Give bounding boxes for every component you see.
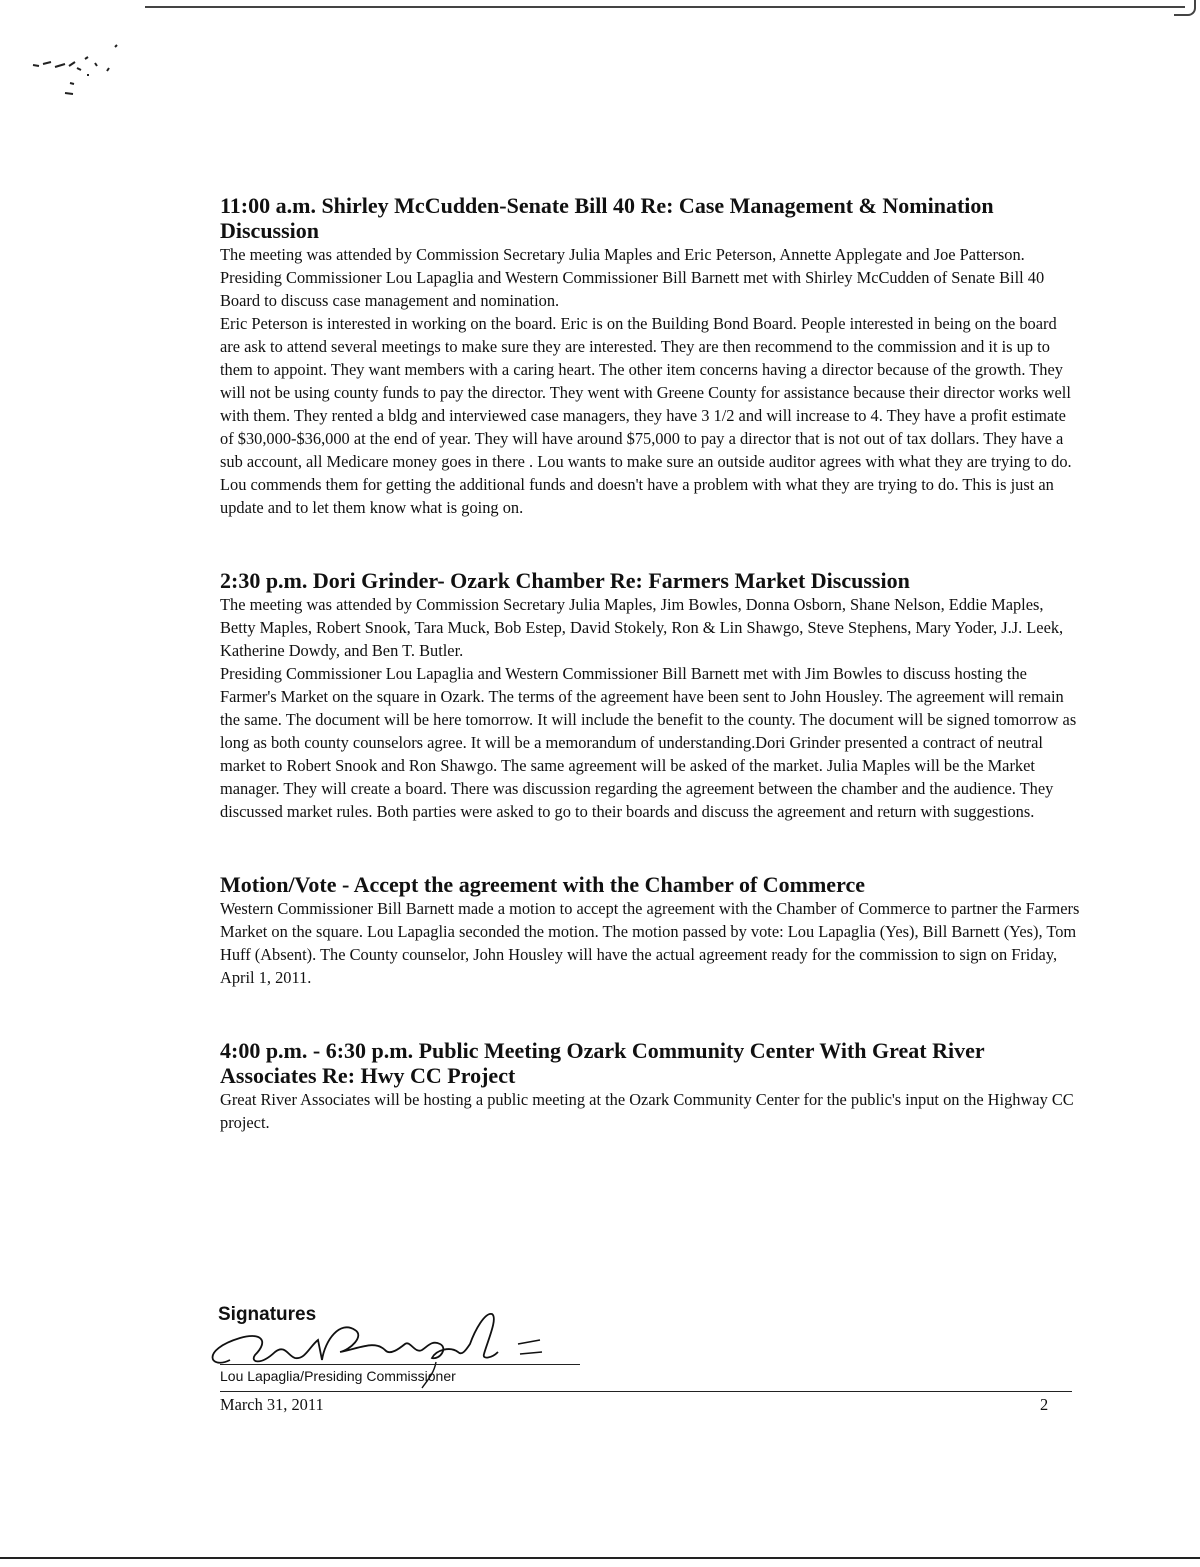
signature-block — [200, 1300, 1080, 1390]
scan-bottom-edge — [0, 1557, 1200, 1559]
agenda-heading: 11:00 a.m. Shirley McCudden-Senate Bill 40 Re: Case Management & Nomination Discussion — [220, 193, 994, 243]
discussion-paragraph: Presiding Commissioner Lou Lapaglia and Western Commissioner Bill Barnett met with Jim Bowles to discuss hosting the Farmer's Market on the square in Ozark. The terms of the agreement have been sent to John Housley. The agreement will remain the same. The document will be here tomorrow. It will include the benefit to the county. The document will be signed tomorrow as long as both county counselors agree. It will be a memorandum of understanding.Dori Grinder presented a contract of neutral market to Robert Snook and Ron Shawgo. The same agreement will be asked of the market. Julia Maples will be the Market manager. They will create a board. There was discussion regarding the agreement between the chamber and the audience. They discussed market rules. Both parties were asked to go to their boards and discuss the agreement and return with suggestions. — [220, 664, 1077, 821]
page-number: 2 — [1040, 1395, 1049, 1414]
footer-date: March 31, 2011 — [220, 1395, 324, 1414]
agenda-item-public-meeting — [220, 1038, 1080, 1134]
public-meeting-paragraph: Great River Associates will be hosting a public meeting at the Ozark Community Center for the public's input on the Highway CC project. — [220, 1090, 1074, 1132]
scan-corner-mark — [1174, 0, 1196, 16]
signature-line — [220, 1364, 580, 1365]
motion-paragraph: Western Commissioner Bill Barnett made a motion to accept the agreement with the Chamber of Commerce to partner the Farmers Market on the square. Lou Lapaglia seconded the motion. The motion passed by vote: Lou Lapaglia (Yes), Bill Barnett (Yes), Tom Huff (Absent). The County counselor, John Housley will have the actual agreement ready for the commission to sign on Friday, April 1, 2011. — [220, 899, 1080, 987]
agenda-item-motion-vote — [220, 872, 1080, 989]
meeting-paragraph: Presiding Commissioner Lou Lapaglia and Western Commissioner Bill Barnett met with Shirley McCudden of Senate Bill 40 Board to discuss case management and nomination. — [220, 268, 1045, 310]
scan-specks — [25, 35, 145, 105]
scan-top-edge — [145, 6, 1185, 8]
footer-rule — [220, 1391, 1072, 1392]
attendance-paragraph: The meeting was attended by Commission Secretary Julia Maples, Jim Bowles, Donna Osborn, Shane Nelson, Eddie Maples, Betty Maples, Robert Snook, Tara Muck, Bob Estep, David Stokely, Ron & Lin Shawgo, Steve Stephens, Mary Yoder, J.J. Leek, Katherine Dowdy, and Ben T. Butler. — [220, 595, 1064, 660]
agenda-heading: 2:30 p.m. Dori Grinder- Ozark Chamber Re: Farmers Market Discussion — [220, 568, 910, 593]
agenda-item-case-management — [220, 193, 1080, 519]
signatures-label: Signatures — [218, 1304, 317, 1325]
attendance-paragraph: The meeting was attended by Commission Secretary Julia Maples and Eric Peterson, Annette Applegate and Joe Patterson. — [220, 245, 1025, 264]
minutes-body — [220, 193, 1080, 1134]
signer-name-title: Lou Lapaglia/Presiding Commissioner — [220, 1368, 456, 1384]
agenda-item-farmers-market — [220, 568, 1080, 823]
agenda-heading: 4:00 p.m. - 6:30 p.m. Public Meeting Ozark Community Center With Great River Associates Re: Hwy CC Project — [220, 1038, 985, 1088]
agenda-heading: Motion/Vote - Accept the agreement with the Chamber of Commerce — [220, 872, 865, 897]
discussion-paragraph: Eric Peterson is interested in working on the board. Eric is on the Building Bond Board. People interested in being on the board are ask to attend several meetings to make sure they are interested. They are then recommend to the commission and it is up to them to appoint. They want members with a caring heart. The other item concerns having a director because of the growth. They will not be using county funds to pay the director. They went with Greene County for assistance because their director works well with them. They rented a bldg and interviewed case managers, they have 3 1/2 and will increase to 4. They have a profit estimate of $30,000-$36,000 at the end of year. They will have around $75,000 to pay a director that is not out of tax dollars. They have a sub account, all Medicare money goes in there . Lou wants to make sure an outside auditor agrees with what they are trying to do. Lou commends them for getting the additional funds and doesn't have a problem with what they are trying to do. This is just an update and to let them know what is going on. — [220, 314, 1072, 517]
